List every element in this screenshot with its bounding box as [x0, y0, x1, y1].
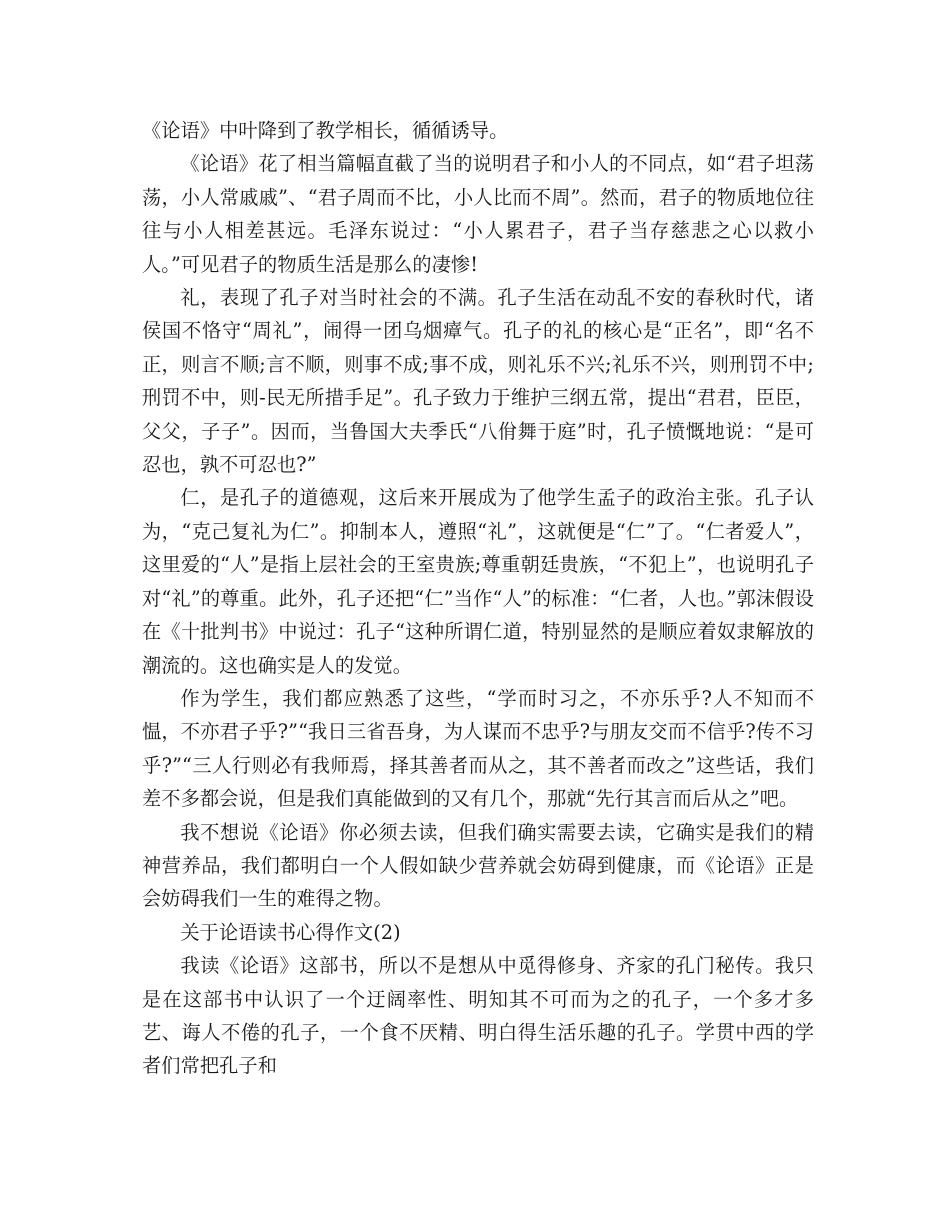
paragraph-2: 《论语》花了相当篇幅直截了当的说明君子和小人的不同点，如“君子坦荡荡，小人常戚戚”、“君子周而不比，小人比而不周”。然而，君子的物质地位往往与小人相差甚远。毛泽东说过：“小人累君子，君子当存慈悲之心以救小人。”可见君子的物质生活是那么的凄惨! [142, 152, 814, 276]
paragraph-6: 我不想说《论语》你必须去读，但我们确实需要去读，它确实是我们的精神营养品，我们都明白一个人假如缺少营养就会妨碍到健康，而《论语》正是会妨碍我们一生的难得之物。 [142, 820, 814, 911]
paragraph-5: 作为学生，我们都应熟悉了这些，“学而时习之，不亦乐乎?人不知而不愠，不亦君子乎?”“我日三省吾身，为人谋而不忠乎?与朋友交而不信乎?传不习乎?”“三人行则必有我师焉，择其善者而从之，其不善者而改之”这些话，我们差不多都会说，但是我们真能做到的又有几个，那就“先行其言而后从之”吧。 [142, 686, 814, 811]
paragraph-1: 《论语》中叶降到了教学相长，循循诱导。 [142, 119, 509, 142]
document-body [142, 114, 814, 1083]
paragraph-3: 礼，表现了孔子对当时社会的不满。孔子生活在动乱不安的春秋时代，诸侯国不恪守“周礼”，闹得一团乌烟瘴气。孔子的礼的核心是“正名”，即“名不正，则言不顺;言不顺，则事不成;事不成，则礼乐不兴;礼乐不兴，则刑罚不中;刑罚不中，则-民无所措手足”。孔子致力于维护三纲五常，提出“君君，臣臣，父父，子子”。因而，当鲁国大夫季氏“八佾舞于庭”时，孔子愤慨地说：“是可忍也，孰不可忍也?” [142, 286, 814, 477]
paragraph-7: 我读《论语》这部书，所以不是想从中觅得修身、齐家的孔门秘传。我只是在这部书中认识了一个迂阔率性、明知其不可而为之的孔子，一个多才多艺、诲人不倦的孔子，一个食不厌精、明白得生活乐趣的孔子。学贯中西的学者们常把孔子和 [142, 954, 814, 1078]
paragraph-4: 仁，是孔子的道德观，这后来开展成为了他学生孟子的政治主张。孔子认为，“克己复礼为仁”。抑制本人，遵照“礼”，这就便是“仁”了。“仁者爱人”，这里爱的“人”是指上层社会的王室贵族;尊重朝廷贵族，“不犯上”，也说明孔子对“礼”的尊重。此外，孔子还把“仁”当作“人”的标准：“仁者，人也。”郭沫假设在《十批判书》中说过：孔子“这种所谓仁道，特别显然的是顺应着奴隶解放的潮流的。这也确实是人的发觉。 [142, 486, 814, 677]
section-heading: 关于论语读书心得作文(2) [180, 920, 401, 944]
